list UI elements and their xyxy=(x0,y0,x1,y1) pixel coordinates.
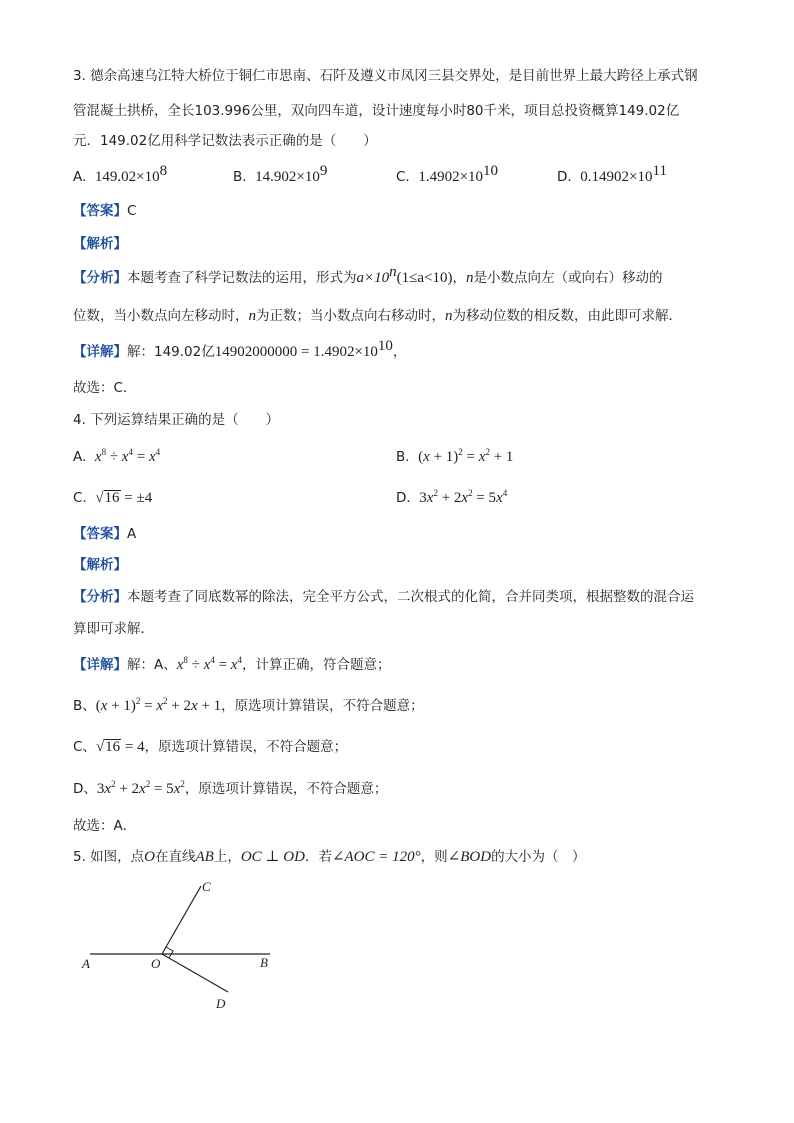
label-d: D xyxy=(216,996,226,1011)
q4-detail-d: D、$3x^2 + 2x^2 = 5x^2$，原选项计算错误，不符合题意； xyxy=(73,779,388,797)
q3-stem-line1: 3. 德余高速乌江特大桥位于铜仁市思南、石阡及遵义市凤冈三县交界处，是目前世界上最大跨径上承式钢 xyxy=(73,68,698,84)
label-o: O xyxy=(151,956,161,971)
q4-answer: 【答案】A xyxy=(73,526,137,542)
q4-fenxi-line1: 【分析】本题考查了同底数幂的除法，完全平方公式，二次根式的化简，合并同类项，根据整数的混合运 xyxy=(73,589,694,605)
q4-detail-b: B、$(x + 1)^2 = x^2 + 2x + 1$，原选项计算错误，不符合题意； xyxy=(73,696,424,714)
q3-stem-line3: 元．149.02亿用科学记数法表示正确的是（ ） xyxy=(73,133,377,149)
q4-option-d: D. $3x^2 + 2x^2 = 5x^4$ xyxy=(396,488,508,506)
q3-fenxi-line1: 【分析】本题考查了科学记数法的运用，形式为$a\times 10^n(1\le a<10)$，n是小数点向左（或向右）移动的 xyxy=(73,264,663,286)
q4-fenxi-line2: 算即可求解． xyxy=(73,621,154,637)
q3-answer: 【答案】C xyxy=(73,203,137,219)
q3-option-a: A. $149.02\times 10^8$ xyxy=(73,163,168,185)
q5-figure xyxy=(70,870,290,1020)
q4-stem: 4. 下列运算结果正确的是（ ） xyxy=(73,412,280,428)
q3-fenxi-line2: 位数，当小数点向左移动时，n为正数；当小数点向右移动时，n为移动位数的相反数，由此即可求解． xyxy=(73,308,682,324)
q4-detail-a: 【详解】解：A、$x^8 \div x^4 = x^4$，计算正确，符合题意； xyxy=(73,655,391,673)
label-c: C xyxy=(202,879,211,894)
q4-option-a: A. $x^8 \div x^4 = x^4$ xyxy=(73,447,161,465)
ray-od xyxy=(162,954,228,992)
q5-stem: 5. 如图，点O在直线AB上，OC ⊥ OD．若∠AOC = 120°，则∠BOD的大小为（ ） xyxy=(73,849,586,865)
q3-detail: 【详解】解：149.02亿$14902000000 = 1.4902\times 10^{10}$， xyxy=(73,338,407,360)
q4-option-b: B. $(x + 1)^2 = x^2 + 1$ xyxy=(396,447,514,465)
ray-oc xyxy=(162,886,201,954)
label-a: A xyxy=(82,956,90,971)
q3-option-c: C. $1.4902\times 10^{10}$ xyxy=(396,163,499,185)
label-b: B xyxy=(260,955,268,970)
q3-option-d: D. $0.14902\times 10^{11}$ xyxy=(557,163,667,185)
q4-option-c: C. √16 = ±4 xyxy=(73,490,153,506)
q4-detail-c: C、√16 = 4，原选项计算错误，不符合题意； xyxy=(73,739,348,755)
q4-analysis-heading: 【解析】 xyxy=(73,557,127,573)
q3-choose: 故选：C． xyxy=(73,380,137,396)
q3-analysis-heading: 【解析】 xyxy=(73,236,127,252)
q3-stem-line2: 管混凝土拱桥，全长103.996公里，双向四车道，设计速度每小时80千米，项目总投资概算149.02亿 xyxy=(73,103,680,119)
q4-choose: 故选：A． xyxy=(73,818,137,834)
q3-option-b: B. $14.902\times 10^9$ xyxy=(233,163,328,185)
